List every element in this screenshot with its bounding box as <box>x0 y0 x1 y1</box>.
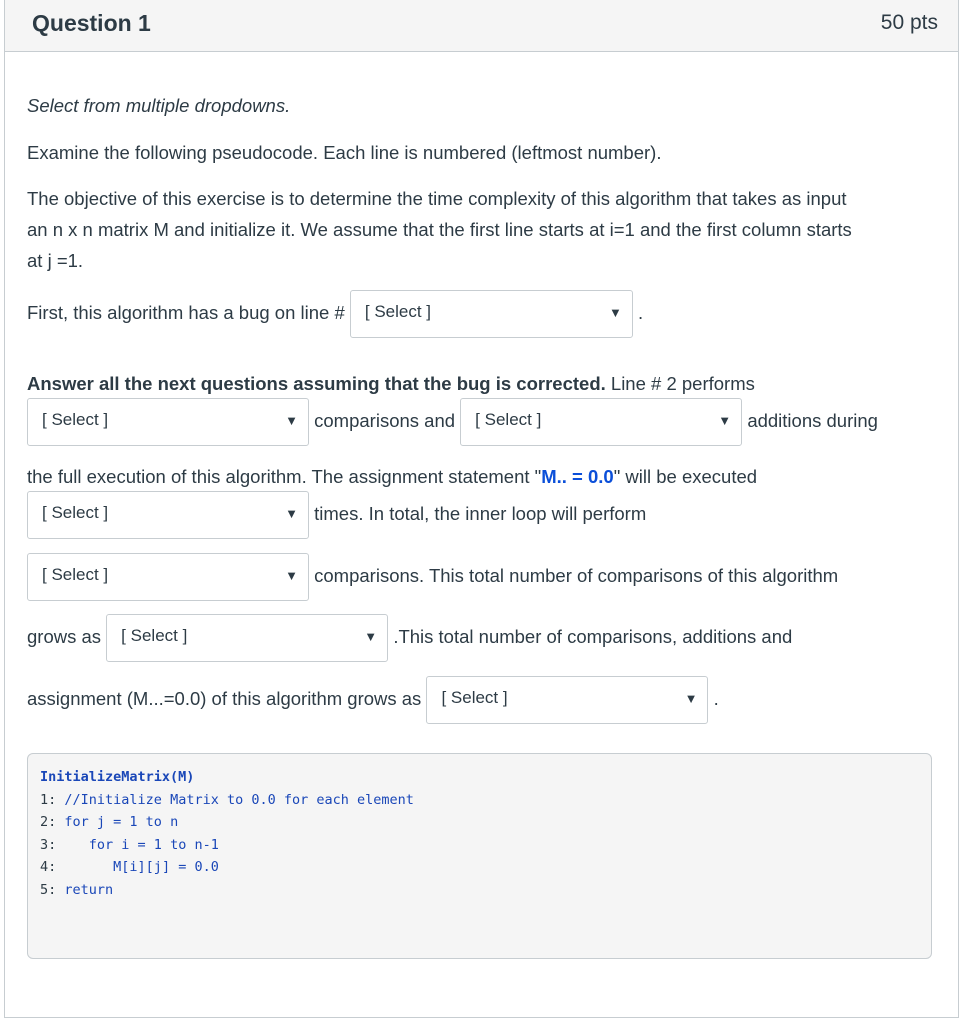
q2-bold-text: Answer all the next questions assuming that the bug is corrected. <box>27 373 606 394</box>
chevron-down-icon: ▼ <box>718 413 732 428</box>
dropdown-placeholder: [ Select ] <box>441 688 508 707</box>
assignment-count-dropdown[interactable] <box>27 491 309 539</box>
objective-line-1: The objective of this exercise is to determine the time complexity of this algorithm that takes as input <box>27 188 847 209</box>
code-line <box>40 811 919 834</box>
dropdown-placeholder: [ Select ] <box>42 410 109 429</box>
q6-before: assignment (M...=0.0) of this algorithm grows as <box>27 687 422 709</box>
q2-row <box>27 398 878 446</box>
chevron-down-icon: ▼ <box>609 305 622 320</box>
q1-text: First, this algorithm has a bug on line # <box>27 301 345 323</box>
q6-end: . <box>713 687 719 709</box>
objective-line-3: at j =1. <box>27 250 84 271</box>
q1-end: . <box>638 301 644 323</box>
question-title: Question 1 <box>32 10 151 36</box>
code-line-text: return <box>64 881 114 898</box>
q3-line <box>27 461 757 492</box>
q3-row <box>27 491 646 539</box>
code-line-number: 4: <box>40 859 57 875</box>
q4-row <box>27 553 838 601</box>
code-line-number: 5: <box>40 881 57 898</box>
assignment-statement: M.. = 0.0 <box>541 466 614 487</box>
q2-mid: comparisons and <box>314 409 456 431</box>
q4-end: comparisons. This total number of comparisons of this algorithm <box>314 564 839 586</box>
q5-end: .This total number of comparisons, additions and <box>393 625 793 647</box>
chevron-down-icon: ▼ <box>684 691 698 706</box>
q1-row <box>27 290 643 338</box>
q5-row <box>27 614 792 662</box>
total-growth-dropdown[interactable] <box>426 676 708 724</box>
dropdown-placeholder: [ Select ] <box>42 565 109 584</box>
question-header <box>5 0 958 52</box>
pseudocode-block <box>27 753 932 959</box>
chevron-down-icon: ▼ <box>285 413 298 428</box>
code-line-text: for j = 1 to n <box>64 814 179 830</box>
code-line <box>40 789 919 812</box>
dropdown-placeholder: [ Select ] <box>121 626 188 645</box>
chevron-down-icon: ▼ <box>285 568 298 583</box>
q2-end: additions during <box>747 409 878 431</box>
intro-text: Examine the following pseudocode. Each line is numbered (leftmost number). <box>27 142 662 163</box>
code-function-header: InitializeMatrix(M) <box>40 769 195 785</box>
inner-loop-comparisons-dropdown[interactable] <box>27 553 309 601</box>
objective-line-2: an n x n matrix M and initialize it. We assume that the first line starts at i=1 and the first column starts <box>27 219 852 240</box>
bug-line-dropdown[interactable] <box>350 290 633 338</box>
q5-before: grows as <box>27 625 102 647</box>
code-line-number: 3: <box>40 836 57 853</box>
comparisons-growth-dropdown[interactable] <box>106 614 388 662</box>
code-line-text: for i = 1 to n-1 <box>64 836 219 853</box>
dropdown-placeholder: [ Select ] <box>364 302 432 321</box>
line2-comparisons-dropdown[interactable] <box>27 398 309 446</box>
q2-line <box>27 368 755 399</box>
q2-text: Line # 2 performs <box>605 373 755 394</box>
code-line-number: 2: <box>40 814 57 830</box>
dropdown-placeholder: [ Select ] <box>42 503 109 522</box>
q3-text-after: " will be executed <box>613 466 758 487</box>
chevron-down-icon: ▼ <box>364 629 378 644</box>
chevron-down-icon: ▼ <box>285 506 298 521</box>
line2-additions-dropdown[interactable] <box>460 398 742 446</box>
q3-end: times. In total, the inner loop will perform <box>314 502 647 524</box>
code-line <box>40 834 919 857</box>
q6-row <box>27 676 719 724</box>
code-line-text: //Initialize Matrix to 0.0 for each element <box>64 791 414 808</box>
code-line-text: M[i][j] = 0.0 <box>64 859 219 875</box>
code-line-number: 1: <box>40 791 57 808</box>
dropdown-placeholder: [ Select ] <box>475 410 542 429</box>
code-line <box>40 856 919 879</box>
question-mode: Select from multiple dropdowns. <box>27 95 291 116</box>
question-points: 50 pts <box>880 11 938 34</box>
q3-text-before: the full execution of this algorithm. The assignment statement " <box>27 466 542 487</box>
code-line <box>40 879 919 902</box>
